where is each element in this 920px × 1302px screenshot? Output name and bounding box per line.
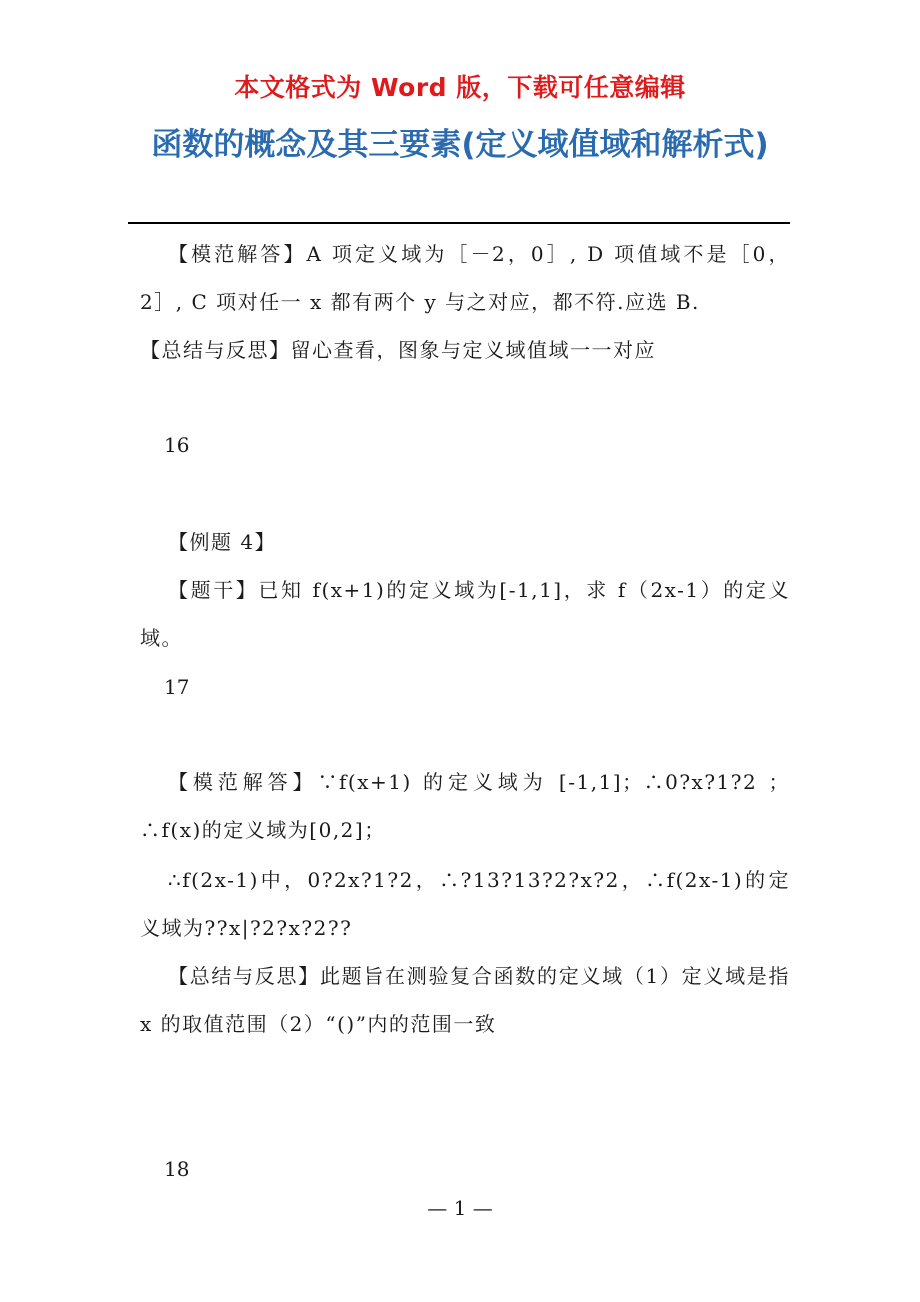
answer-paragraph-3: ∴f(2x-1)中，0?2x?1?2，∴?13?13?2?x?2，∴f(2x-1)的定义域为??x|?2?x?2??: [140, 868, 790, 940]
title-divider: [128, 222, 790, 224]
answer-paragraph-1: 【模范解答】A 项定义域为［－2，0］, D 项值域不是［0，2］, C 项对任一 x 都有两个 y 与之对应，都不符.应选 B.: [140, 242, 790, 314]
download-banner: 本文格式为 Word 版，下载可任意编辑: [234, 73, 686, 102]
summary-paragraph-1: 【总结与反思】留心查看，图象与定义域值域一一对应: [140, 338, 656, 362]
page-number: — 1 —: [427, 1196, 493, 1220]
paragraph-number-18: 18: [164, 1157, 190, 1181]
example-heading: 【例题 4】: [168, 530, 277, 554]
page-title: 函数的概念及其三要素(定义域值域和解析式): [151, 127, 769, 163]
question-paragraph: 【题干】已知 f(x+1)的定义域为[-1,1]，求 f（2x-1）的定义域。: [140, 578, 790, 650]
paragraph-number-16: 16: [164, 433, 190, 457]
summary-paragraph-2: 【总结与反思】此题旨在测验复合函数的定义域（1）定义域是指 x 的取值范围（2）“()”内的范围一致: [140, 964, 790, 1036]
answer-paragraph-2: 【模范解答】∵f(x+1) 的定义域为 [-1,1]；∴0?x?1?2 ；∴f(x)的定义域为[0,2]；: [140, 770, 790, 842]
paragraph-number-17: 17: [164, 675, 190, 699]
